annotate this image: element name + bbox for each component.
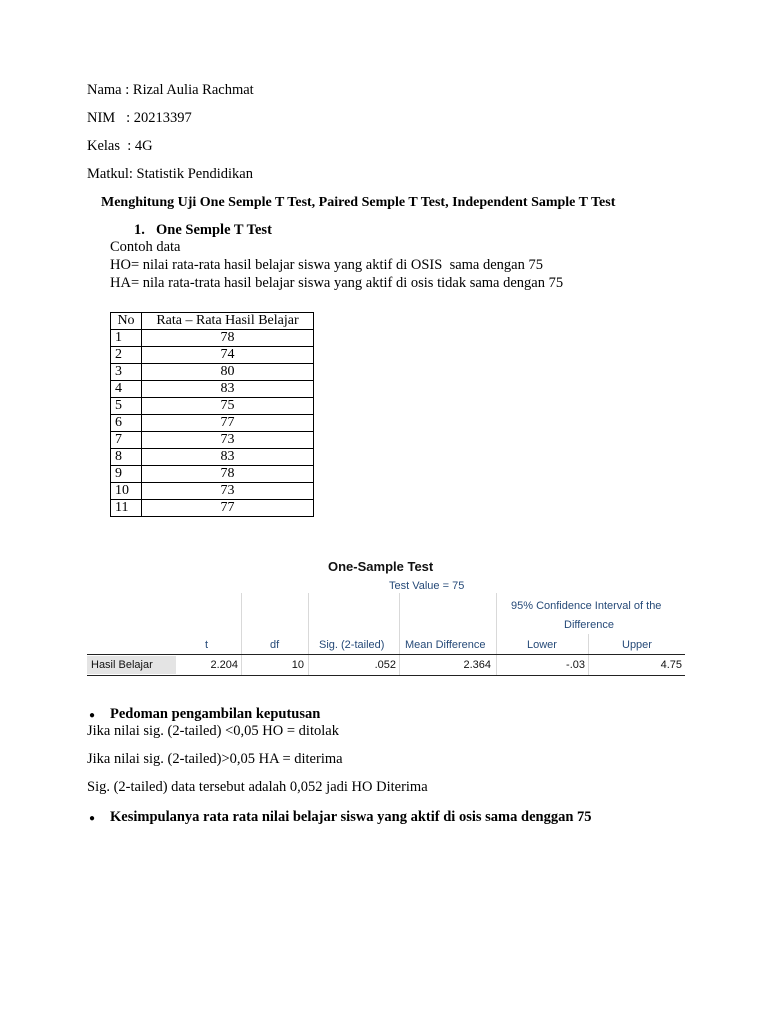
column-header-lower: Lower: [527, 639, 557, 651]
spss-table-title: One-Sample Test: [328, 559, 434, 574]
section-heading: One Semple T Test: [156, 222, 272, 238]
section-number: 1.: [134, 222, 145, 238]
cell-no: 8: [111, 449, 142, 466]
table-row: [111, 415, 314, 432]
column-header-no: No: [111, 313, 142, 330]
cell-value: 77: [142, 500, 314, 517]
cell-value: 74: [142, 347, 314, 364]
cell-value: 78: [142, 466, 314, 483]
cell-value: 73: [142, 432, 314, 449]
student-name: Nama : Rizal Aulia Rachmat: [87, 82, 254, 98]
pedoman-rule-1: Jika nilai sig. (2-tailed) <0,05 HO = ditolak: [87, 723, 339, 739]
table-header-row: [111, 313, 314, 330]
table-row: [111, 500, 314, 517]
table-row: [111, 466, 314, 483]
value-mean-difference: 2.364: [463, 659, 491, 671]
header-rule: [87, 654, 685, 655]
cell-no: 9: [111, 466, 142, 483]
row-label-hasil-belajar: Hasil Belajar: [91, 659, 153, 671]
table-row: [111, 449, 314, 466]
cell-no: 2: [111, 347, 142, 364]
document-title: Menghitung Uji One Semple T Test, Paired Semple T Test, Independent Sample T Test: [101, 195, 616, 210]
cell-no: 5: [111, 398, 142, 415]
table-row: [111, 483, 314, 500]
cell-value: 83: [142, 381, 314, 398]
cell-value: 73: [142, 483, 314, 500]
cell-no: 7: [111, 432, 142, 449]
cell-value: 78: [142, 330, 314, 347]
table-row: [111, 381, 314, 398]
hypothesis-null: HO= nilai rata-rata hasil belajar siswa yang aktif di OSIS sama dengan 75: [110, 257, 543, 273]
bullet-icon: ●: [89, 710, 96, 721]
example-label: Contoh data: [110, 239, 181, 255]
grid-line: [241, 593, 242, 675]
value-df: 10: [291, 659, 304, 671]
cell-no: 4: [111, 381, 142, 398]
column-header-mean-difference: Mean Difference: [405, 639, 486, 651]
table-row: [111, 347, 314, 364]
table-row: [111, 364, 314, 381]
cell-value: 80: [142, 364, 314, 381]
cell-value: 75: [142, 398, 314, 415]
column-header-sig: Sig. (2-tailed): [319, 639, 385, 651]
cell-value: 83: [142, 449, 314, 466]
pedoman-rule-2: Jika nilai sig. (2-tailed)>0,05 HA = diterima: [87, 751, 343, 767]
conclusion: Kesimpulanya rata rata nilai belajar siswa yang aktif di osis sama denggan 75: [110, 809, 592, 825]
cell-no: 10: [111, 483, 142, 500]
ci-header-line1: 95% Confidence Interval of the: [511, 600, 662, 612]
column-header-df: df: [270, 639, 280, 651]
data-table: [110, 312, 314, 517]
course-name: Matkul: Statistik Pendidikan: [87, 166, 253, 182]
pedoman-result: Sig. (2-tailed) data tersebut adalah 0,052 jadi HO Diterima: [87, 779, 428, 795]
bullet-icon: ●: [89, 813, 96, 824]
table-row: [111, 432, 314, 449]
pedoman-heading: Pedoman pengambilan keputusan: [110, 706, 321, 722]
cell-value: 77: [142, 415, 314, 432]
cell-no: 3: [111, 364, 142, 381]
cell-no: 6: [111, 415, 142, 432]
table-row: [111, 330, 314, 347]
hypothesis-alternative: HA= nila rata-trata hasil belajar siswa yang aktif di osis tidak sama dengan 75: [110, 275, 564, 291]
student-nim: NIM : 20213397: [87, 110, 192, 126]
value-t: 2.204: [210, 659, 238, 671]
value-upper: 4.75: [660, 659, 682, 671]
bottom-rule: [87, 675, 685, 676]
student-class: Kelas : 4G: [87, 138, 153, 154]
cell-no: 1: [111, 330, 142, 347]
ci-header-line2: Difference: [564, 619, 614, 631]
grid-line: [496, 593, 497, 675]
table-row: [111, 398, 314, 415]
value-sig: .052: [374, 659, 396, 671]
grid-line: [308, 593, 309, 675]
cell-no: 11: [111, 500, 142, 517]
value-lower: -.03: [566, 659, 585, 671]
column-header-upper: Upper: [622, 639, 652, 651]
column-header-t: t: [205, 639, 209, 651]
column-header-rata: Rata – Rata Hasil Belajar: [142, 313, 314, 330]
grid-line: [399, 593, 400, 675]
test-value-header: Test Value = 75: [389, 580, 465, 592]
